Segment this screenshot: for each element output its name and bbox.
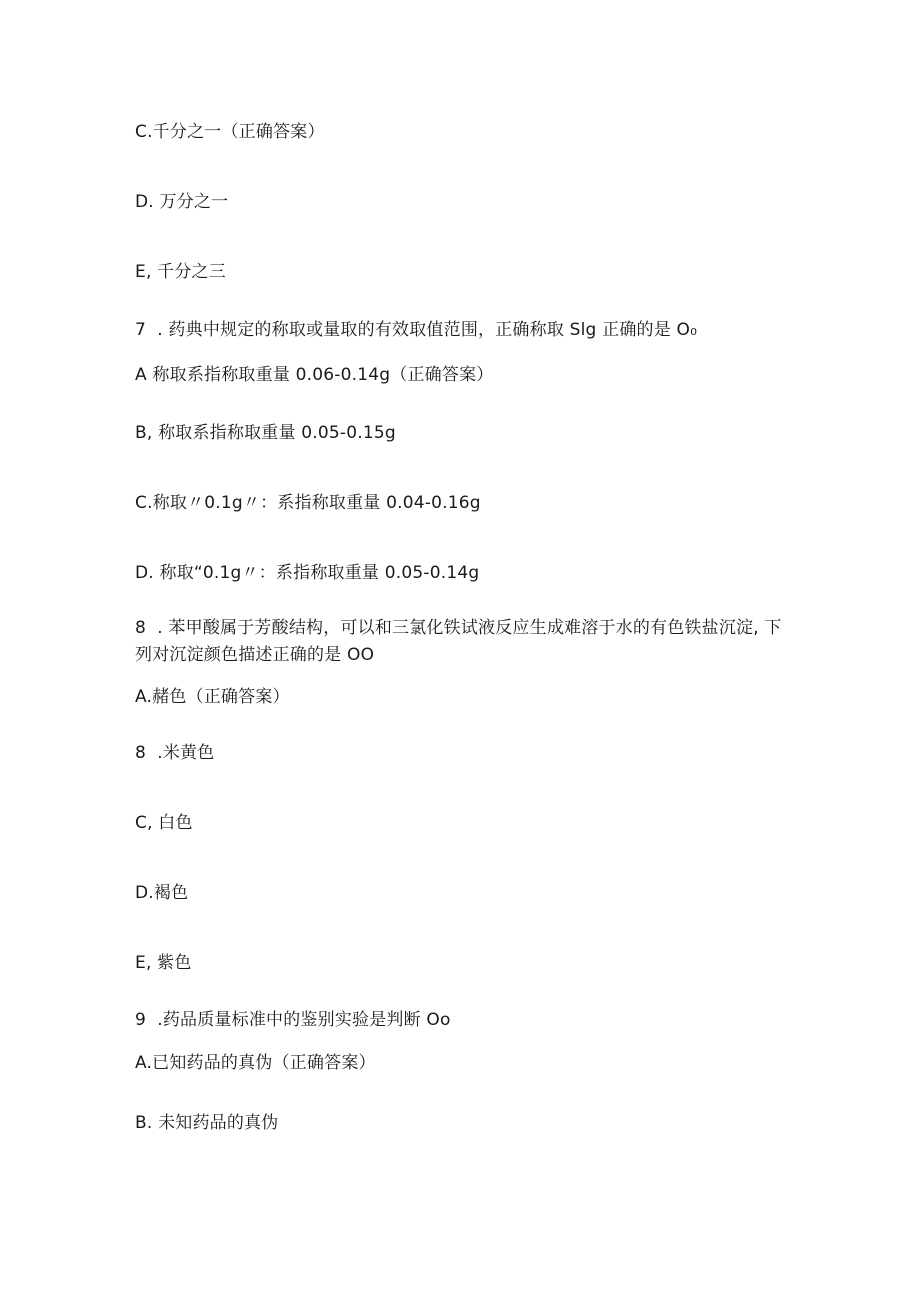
option-b-q8: 8 .米黄色 bbox=[135, 743, 215, 763]
option-a-q8: A.赭色（正确答案） bbox=[135, 687, 290, 707]
option-b-q7: B, 称取系指称取重量 0.05-0.15g bbox=[135, 423, 396, 443]
option-d-q8: D.褐色 bbox=[135, 883, 189, 903]
option-b-q9: B. 未知药品的真伪 bbox=[135, 1113, 279, 1133]
option-c-q6: C.千分之一（正确答案） bbox=[135, 122, 325, 142]
option-c-q8: C, 白色 bbox=[135, 813, 193, 833]
question-8: 8 . 苯甲酸属于芳酸结构，可以和三氯化铁试液反应生成难溶于水的有色铁盐沉淀, 下列对沉淀颜色描述正确的是 OO bbox=[135, 618, 782, 665]
option-e-q8: E, 紫色 bbox=[135, 953, 192, 973]
question-7: 7 . 药典中规定的称取或量取的有效取值范围，正确称取 Slg 正确的是 O₀ bbox=[135, 320, 698, 340]
option-e-q6: E, 千分之三 bbox=[135, 262, 226, 282]
option-a-q9: A.已知药品的真伪（正确答案） bbox=[135, 1053, 376, 1073]
option-d-q6: D. 万分之一 bbox=[135, 192, 229, 212]
option-d-q7: D. 称取“0.1g〃：系指称取重量 0.05-0.14g bbox=[135, 563, 480, 583]
option-a-q7: A 称取系指称取重量 0.06-0.14g（正确答案） bbox=[135, 365, 494, 385]
option-c-q7: C.称取〃0.1g〃：系指称取重量 0.04-0.16g bbox=[135, 493, 481, 513]
question-9: 9 .药品质量标准中的鉴别实验是判断 Oo bbox=[135, 1010, 451, 1030]
